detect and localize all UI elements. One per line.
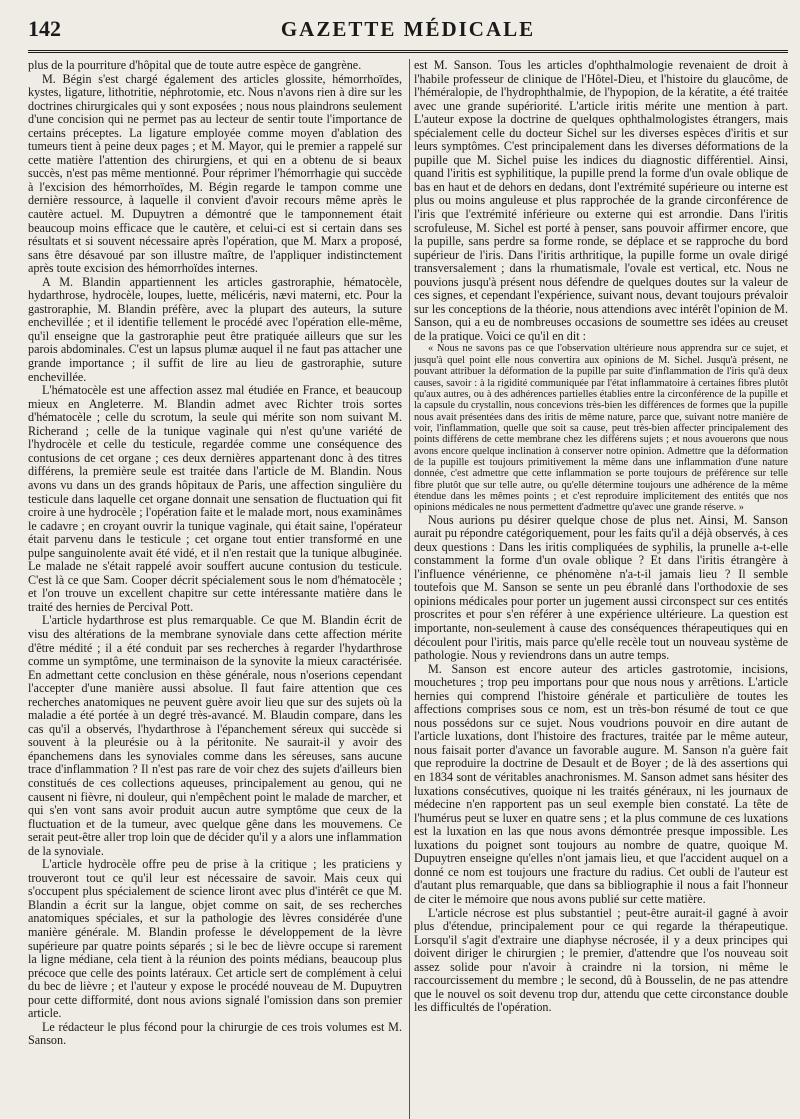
page-header xyxy=(28,16,788,44)
running-title: GAZETTE MÉDICALE xyxy=(280,17,536,41)
paragraph: L'article hydarthrose est plus remarquable. Ce que M. Blandin écrit de visu des altérations de la membrane synoviale dans cette affection mérite d'être médité ; il a été conduit par ses recherches à regarder l'hydarthrose comme un symptôme, une terminaison de la synovite la mieux caractérisée. En admettant cette conclusion en thèse générale, nous n'oserions cependant l'accepter d'une manière aussi absolue. Il faut faire attention que ces recherches anatomiques ne peuvent guère avoir lieu que sur des sujets où la maladie a été portée à un degré très-avancé. M. Blaudin compare, dans les cas qu'il a observés, l'hydarthrose à l'épanchement séreux qui succède si souvent à la pleurésie ou à la péritonite. Ne saurait-il y avoir des épanchemens dans les synoviales comme dans les séreuses, sans aucune trace d'inflammation ? Il n'est pas rare de voir chez des sujets d'ailleurs bien constitués de ces collections aqueuses, principalement au genou, qui ne causent ni fièvre, ni douleur, qui n'empêchent point le malade de marcher, et qui s'en vont sans avoir produit aucun autre symptôme que ceux de la fluctuation et de la tumeur, avec quelque gêne dans les mouvemens. Ce serait peut-être aller trop loin que de décider qu'il y a alors une inflammation de la synoviale. xyxy=(28,613,402,858)
header-rule xyxy=(28,50,788,53)
paragraph: L'hématocèle est une affection assez mal étudiée en France, et beaucoup mieux en Angleterre. M. Blandin admet avec Richter trois sortes d'hématocèle ; celle du scrotum, la seule qui mérite son nom suivant M. Richerand ; celle de la tunique vaginale qui n'est qu'une variété de l'hydrocèle et celle du testicule, regardée comme une conséquence des contusions de cet organe ; ces deux dernières appartenant donc à des titres différens, la première seule est traitée dans l'article de M. Blandin. Nous avons vu dans un des grands hôpitaux de Paris, une affection singulière du testicule dans laquelle cet organe donnait une sensation de fluctuation qui fit croire à une hydrocèle ; l'opération faite et le malade mort, nous examinâmes le cadavre ; en croyant ouvrir la tunique vaginale, qui était saine, l'opérateur était parvenu dans le testicule ; cet organe tout entier transformé en une pulpe sanguinolente avait été vidé, et il n'en restait que la tunique albuginée. Le malade ne s'était rappelé avoir souffert aucune contusion du testicule. C'est là ce que Sam. Cooper décrit spécialement sous le nom d'hématocèle ; et l'on trouve un excellent chapitre sur cette intéressante matière dans le traité des hernies de Percival Pott. xyxy=(28,383,402,614)
paragraph: L'article nécrose est plus substantiel ; peut-être aurait-il gagné à avoir plus d'étendue, principalement pour ce qui regarde la thérapeutique. Lorsqu'il s'agit d'extraire une diaphyse nécrosée, il y a deux principes qui doivent diriger le chirurgien ; le premier, d'attendre que l'os nouveau soit assez solide pour n'avoir à craindre ni la torsion, ni même le raccourcissement du membre ; le second, dû à Bousselin, de ne pas attendre que le nouvel os soit devenu trop dur, attendu que cette circonstance double les difficultés de l'opération. xyxy=(414,905,788,1015)
column-divider xyxy=(409,59,410,1119)
paragraph: L'article hydrocèle offre peu de prise à la critique ; les praticiens y trouveront tout ce qu'il leur est nécessaire de savoir. Mais ceux qui s'occupent plus spécialement de science liront avec plus d'intérêt ce que M. Blandin a écrit sur la langue, objet comme on sait, de ses recherches anatomiques spéciales, et sur la pathologie des lèvres considérée d'une manière générale. M. Blandin professe le développement de la lèvre supérieure par quatre points séparés ; si le bec de lièvre occupe si rarement la ligne médiane, cela tient à la réunion des points médians, beaucoup plus précoce que celle des points latéraux. Cet article sert de complément à celui du bec de lièvre ; et l'auteur y expose le procédé nouveau de M. Dupuytren pour cette difformité, dont nous avions signalé l'omission dans son premier article. xyxy=(28,857,402,1021)
text-columns xyxy=(28,59,788,1119)
paragraph: A M. Blandin appartiennent les articles gastroraphie, hématocèle, hydarthrose, hydrocèle, loupes, luette, mélicéris, nævi materni, etc. Pour la gastroraphie, M. Blandin préfère, avec la plupart des auteurs, la suture enchevillée ; et il identifie tellement le procédé avec l'opération elle-même, qu'il enseigne que la gastroraphie peut être pratiquée ailleurs que sur les parois abdominales. C'est un lapsus plumæ auquel il ne faut pas attacher une grande importance ; il suffit de lire au lieu de gastroraphie, suture enchevillée. xyxy=(28,274,402,384)
paragraph: M. Bégin s'est chargé également des articles glossite, hémorrhoïdes, kystes, ligature, lithotritie, néphrotomie, etc. Nous n'avons rien à dire sur les doctrines chirurgicales qui y sont exposées ; nous nous plaindrons seulement d'une concision qui ne permet pas au lecteur de sentir toute l'importance de certains préceptes. La ligature employée comme moyen d'ablation des tumeurs tient à peine deux pages ; et M. Mayor, qui le premier a rappelé sur cette matière l'attention des chirurgiens, et qui en a obtenu de si beaux succès, n'est pas même mentionné. Pour réprimer l'hémorrhagie qui succède à l'excision des hémorrhoïdes, M. Bégin regarde le tampon comme une dernière ressource, à laquelle il convient d'avoir recours même après le cautère actuel. M. Dupuytren a démontré que le tamponnement était beaucoup moins efficace que le cautère, et celui-ci est si certain dans ses résultats et si souvent nécessaire après l'opération, que M. Marx a proposé, sans être désavoué par son illustre maître, de l'appliquer indistinctement après toute excision des hémorrhoïdes internes. xyxy=(28,71,402,276)
page-number: 142 xyxy=(28,16,61,41)
left-column xyxy=(28,59,402,1119)
paragraph: M. Sanson est encore auteur des articles gastrotomie, incisions, mouchetures ; trop peu importans pour que nous nous y arrêtions. L'article hernies qui comprend l'histoire générale et particulière de toutes les affections comprises sous ce nom, est un très-bon résumé de tout ce que nous possédons sur ce sujet. Nous voudrions pouvoir en dire autant de l'article luxations, dont l'histoire des fractures, traitée par le même auteur, nous faisait porter d'avance un favorable augure. M. Sanson n'a guère fait que reproduire la doctrine de Desault et de Boyer ; de là des assertions qui en 1834 sont de véritables anachronismes. M. Sanson admet sans hésiter des luxations consécutives, quoique ni les traités généraux, ni les journaux de médecine n'en rapportent pas un seul exemple bien constaté. La tête de l'humérus peut se luxer en quatre sens ; et la plus commune de ces luxations est la luxation en las que nous avons démontrée presque impossible. Les luxations du poignet sont toujours au nombre de quatre, quoique M. Dupuytren enseigne qu'elles n'ont jamais lieu, et que l'accident auquel on a donné ce nom est toujours une fracture du radius. Cet oubli de l'auteur est d'autant plus remarquable, que dans sa bibliographie il nous a fait l'honneur de citer le mémoire que nous avons publié sur cette matière. xyxy=(414,661,788,906)
paragraph: Nous aurions pu désirer quelque chose de plus net. Ainsi, M. Sanson aurait pu répondre catégoriquement, pour les faits qu'il a déjà observés, à ces deux questions : Dans les iritis compliquées de syphilis, la prunelle a-t-elle constamment la forme d'un ovale oblique ? Et dans l'iritis étrangère à l'influence vénérienne, ce phénomène n'a-t-il jamais lieu ? Il semble toutefois que M. Sanson se sente un peu ébranlé dans l'orthodoxie de ses opinions médicales pour porter un jugement aussi circonspect sur ces entités proscrites et pour s'en référer à une expérience ultérieure. La question est importante, non-seulement à cause des conséquences thérapeutiques qui en découlent pour l'iritis, mais parce qu'elle recèle tout un nouveau système de pathologie. Nous y reviendrons dans un autre temps. xyxy=(414,512,788,663)
paragraph: plus de la pourriture d'hôpital que de toute autre espèce de gangrène. xyxy=(28,59,362,72)
right-column xyxy=(414,59,788,1119)
paragraph: Le rédacteur le plus fécond pour la chirurgie de ces trois volumes est M. Sanson. xyxy=(28,1019,402,1048)
quoted-passage: « Nous ne savons pas ce que l'observation ultérieure nous apprendra sur ce sujet, et jusqu'à quel point elle nous convertira aux opinions de M. Sichel. Jusqu'à présent, ne pouvant attribuer la déformation de la pupille par suite d'inflammation de l'iris qu'à deux causes, savoir : à la rigidité communiquée par l'état inflammatoire à certaines fibres plutôt qu'aux autres, ou à des adhérences partielles établies entre la circonférence de la pupille et la capsule du crystallin, nous concevions très-bien les différences de formes que la pupille nous avait présentées dans des iritis de même nature, parce que, suivant notre manière de voir, l'inflammation, quelle que soit sa cause, peut très-bien affecter principalement des points différens de cette membrane chez les différens sujets ; et nous avouerons que nous avons encore quelque inclination à conserver notre opinion. Admettre que la déformation de la pupille est toujours primitivement la même dans une inflammation d'une nature donnée, c'est admettre que cette inflammation se porte toujours de préférence sur telle fibre plutôt que sur telle autre, ou qu'elle détermine toujours une adhérence de la même étendue dans les mêmes points ; et c'est reproduire implicitement des entités que nos opinions médicales ne nous permettent d'admettre qu'avec une grande réserve. » xyxy=(414,343,788,514)
paragraph: est M. Sanson. Tous les articles d'ophthalmologie revenaient de droit à l'habile professeur de clinique de l'Hôtel-Dieu, et l'histoire du glaucôme, de l'héméralopie, de l'hydrophthalmie, de l'hypopion, de la kératite, a été traitée avec une grande supériorité. L'article iritis mérite une mention à part. L'auteur expose la doctrine de quelques ophthalmologistes étrangers, mais spécialement celle du docteur Sichel sur les diverses espèces d'iritis et sur leurs symptômes. C'est principalement dans les diverses déformations de la pupille que M. Sichel puise les indices du diagnostic différentiel. Ainsi, quand l'iritis est syphilitique, la pupille prend la forme d'un ovale oblique de bas en haut et de dehors en dedans, dont l'extrémité supérieure ou interne est plus ou moins anguleuse et plus rapprochée de la grande circonférence de l'iris que l'extrémité inférieure ou externe qui est arrondie. Dans l'iritis scrofuleuse, M. Sichel est porté à penser, sans pouvoir affirmer encore, que la pupille, sans perdre sa forme ronde, se déplace et se rapproche du bord supérieur de l'iris. Dans l'iritis arthritique, la pupille forme un ovale dirigé transversalement ; dans la rhumatismale, l'ovale est vertical, etc. Nous ne pouvions jusqu'à présent nous défendre de quelques doutes sur la valeur de ces signes, et cependant l'expérience, suivant nous, devant toujours prévaloir sur les conceptions de la théorie, nous attendions avec intérêt l'opinion de M. Sanson, qui a eu de nombreuses occasions de soumettre ses idées au creuset de la pratique. Voici ce qu'il en dit : xyxy=(414,59,788,343)
